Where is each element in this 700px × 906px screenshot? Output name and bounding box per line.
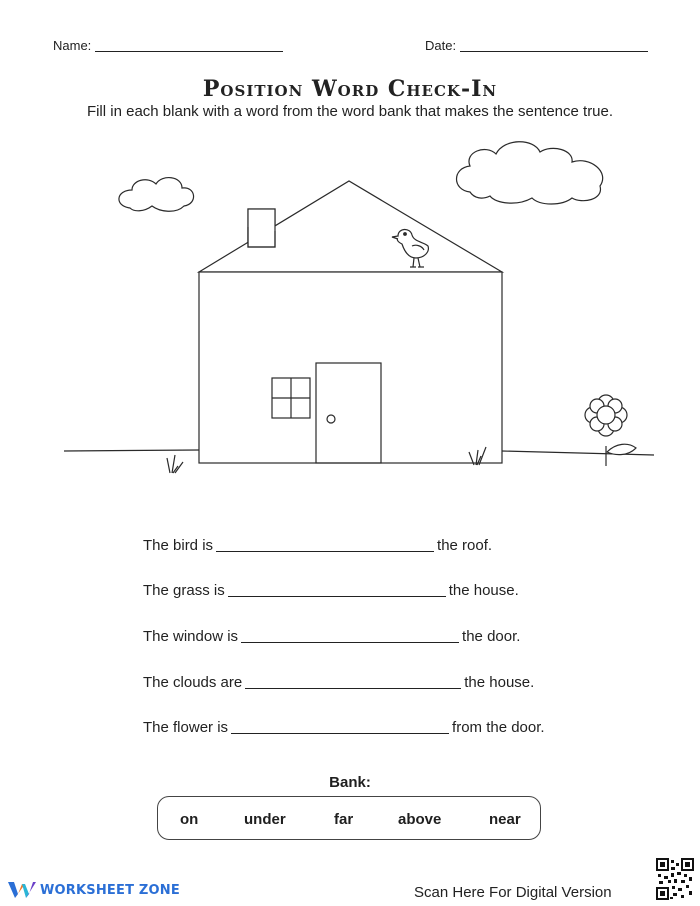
answer-blank-4[interactable] — [245, 688, 461, 689]
sentence-5-before: The flower is — [143, 719, 229, 736]
bank-word-under: under — [244, 811, 286, 828]
name-row — [53, 38, 283, 53]
name-line[interactable] — [95, 51, 283, 52]
house-body — [199, 272, 502, 463]
sentence-2 — [143, 582, 519, 599]
answer-blank-5[interactable] — [231, 733, 449, 734]
flower-icon — [585, 395, 636, 466]
house-scene — [0, 140, 700, 480]
house-roof — [199, 181, 502, 272]
answer-blank-2[interactable] — [228, 596, 446, 597]
word-bank — [157, 796, 541, 840]
sentence-4 — [143, 674, 534, 691]
bank-word-far: far — [334, 811, 354, 828]
sentence-1-before: The bird is — [143, 537, 214, 554]
date-line[interactable] — [460, 51, 648, 52]
bank-title: Bank: — [329, 774, 371, 791]
sentence-4-after: the house. — [464, 674, 535, 691]
cloud-icon — [119, 178, 194, 212]
scan-caption: Scan Here For Digital Version — [414, 884, 612, 901]
brand-logo[interactable] — [8, 880, 180, 900]
sentence-3 — [143, 628, 520, 645]
sentence-1 — [143, 537, 492, 554]
answer-blank-3[interactable] — [241, 642, 459, 643]
grass-icon — [167, 455, 183, 473]
chimney-cover — [248, 209, 275, 247]
answer-blank-1[interactable] — [216, 551, 434, 552]
sentence-1-after: the roof. — [437, 537, 493, 554]
instructions: Fill in each blank with a word from the word bank that makes the sentence true. — [86, 103, 614, 120]
bank-word-near: near — [489, 811, 521, 828]
sentence-5 — [143, 719, 545, 736]
date-row — [425, 38, 648, 53]
qr-code-icon[interactable] — [656, 858, 694, 900]
cloud-icon — [457, 142, 603, 204]
worksheet-title: Position Word Check-In — [202, 76, 498, 102]
bank-word-above: above — [398, 811, 442, 828]
sentence-5-after: from the door. — [452, 719, 545, 736]
brand-name: WORKSHEET ZONE — [40, 882, 180, 898]
ground-line — [64, 450, 199, 451]
sentence-2-after: the house. — [448, 582, 519, 599]
date-label: Date: — [425, 38, 457, 53]
sentence-4-before: The clouds are — [143, 674, 243, 691]
sentence-3-after: the door. — [462, 628, 521, 645]
bank-word-on: on — [180, 811, 199, 828]
sentence-3-before: The window is — [143, 628, 239, 645]
sentence-2-before: The grass is — [143, 582, 225, 599]
w-logo-icon — [8, 880, 36, 900]
name-label: Name: — [53, 38, 92, 53]
